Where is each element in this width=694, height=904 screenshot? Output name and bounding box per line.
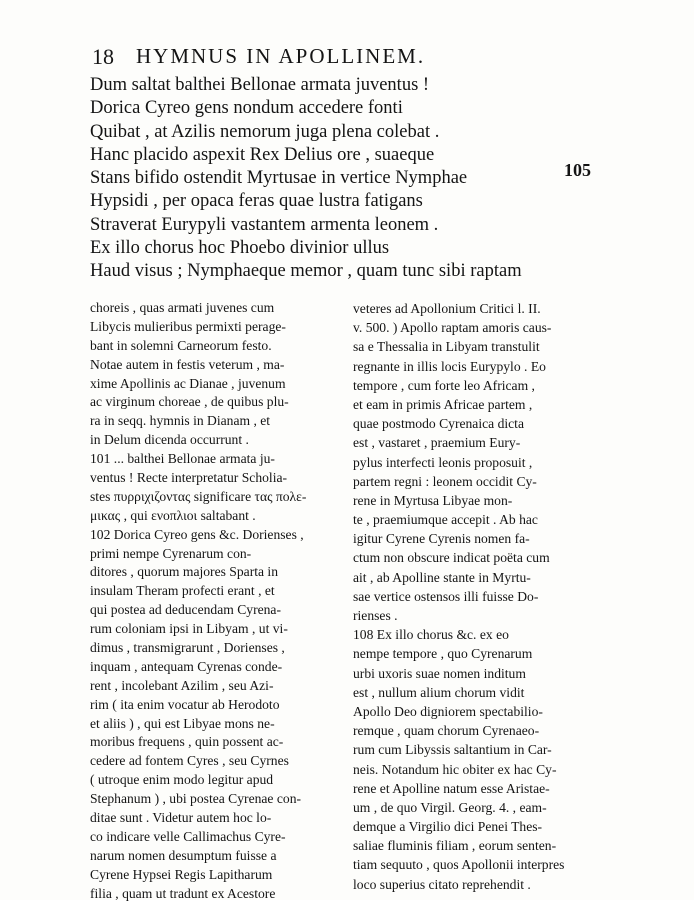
verse-line: Ex illo chorus hoc Phoebo divinior ullus (90, 238, 390, 259)
note-line: bant in solemni Carneorum festo. (90, 337, 272, 353)
note-line: tiam sequuto , quos Apollonii interpres (353, 857, 565, 873)
note-line: nempe tempore , quo Cyrenarum (353, 646, 533, 662)
note-line: Libycis mulieribus permixti perage- (90, 318, 286, 334)
note-line: rum coloniam ipsi in Libyam , ut vi- (90, 621, 288, 637)
note-line: neis. Notandum hic obiter ex hac Cy- (353, 761, 557, 777)
note-line: rim ( ita enim vocatur ab Herodoto (90, 696, 280, 712)
running-title: HYMNUS IN APOLLINEM. (136, 44, 426, 68)
note-line: ac virginum choreae , de quibus plu- (90, 394, 289, 410)
note-line: igitur Cyrene Cyrenis nomen fa- (353, 531, 530, 547)
note-line: saliae fluminis filiam , eorum senten- (353, 838, 557, 854)
verse-line: Dum saltat balthei Bellonae armata juventus ! (90, 75, 430, 95)
note-line: ditores , quorum majores Sparta in (90, 564, 279, 580)
note-line: rent , incolebant Azilim , seu Azi- (90, 677, 274, 693)
verse-line-number: 105 (564, 160, 591, 180)
note-line: tempore , cum forte leo Africam , (353, 377, 535, 393)
page-number: 18 (92, 44, 114, 69)
note-line: rienses . (353, 608, 398, 623)
note-line: ( utroque enim modo legitur apud (90, 772, 274, 788)
note-line: regnante in illis locis Eurypylo . Eo (353, 358, 546, 374)
note-line: demque a Virgilio dici Penei Thes- (353, 819, 543, 835)
note-line: veteres ad Apollonium Critici l. II. (353, 301, 541, 316)
notes-right-column (353, 299, 606, 894)
note-line: 101 ... balthei Bellonae armata ju- (90, 451, 275, 467)
verse-line: Hanc placido aspexit Rex Delius ore , suaeque (90, 144, 435, 165)
notes-left-column (90, 299, 340, 904)
verse-line: Quibat , at Azilis nemorum juga plena colebat . (90, 121, 440, 142)
note-line: μικας , qui ενοπλιοι saltabant . (90, 507, 256, 523)
note-line: quae postmodo Cyrenaica dicta (353, 416, 524, 432)
note-line: moribus frequens , quin possent ac- (90, 734, 284, 750)
note-line: est , nullum alium chorum vidit (353, 684, 525, 700)
verse-line: Straverat Eurypyli vastantem armenta leonem . (90, 214, 439, 235)
note-line: Notae autem in festis veterum , ma- (90, 356, 285, 372)
verse-block (90, 74, 610, 284)
note-line: sae vertice ostensos illi fuisse Do- (353, 588, 539, 604)
note-line: primi nempe Cyrenarum con- (90, 545, 252, 561)
note-line: xime Apollinis ac Dianae , juvenum (90, 375, 286, 391)
note-line: choreis , quas armati juvenes cum (90, 300, 275, 315)
note-line: narum nomen desumptum fuisse a (90, 847, 277, 863)
note-line: ctum non obscure indicat poëta cum (353, 550, 550, 566)
note-line: te , praemiumque accepit . Ab hac (353, 512, 538, 528)
note-line: dimus , transmigrarunt , Dorienses , (90, 640, 285, 656)
note-line: um , de quo Virgil. Georg. 4. , eam- (353, 799, 547, 815)
note-line: ventus ! Recte interpretatur Scholia- (90, 470, 288, 486)
note-line: rene in Myrtusa Libyae mon- (353, 492, 513, 508)
note-line: v. 500. ) Apollo raptam amoris caus- (353, 320, 552, 336)
note-line: cedere ad fontem Cyres , seu Cyrnes (90, 753, 289, 769)
note-line: sa e Thessalia in Libyam transtulit (353, 339, 540, 355)
note-line: in Delum dicenda occurrunt . (90, 432, 249, 448)
note-line: 108 Ex illo chorus &c. ex eo (353, 627, 509, 643)
note-line: stes πυρριχιζοντας significare τας πολε- (90, 488, 307, 504)
note-line: co indicare velle Callimachus Cyre- (90, 828, 286, 844)
note-line: et aliis ) , qui est Libyae mons ne- (90, 715, 275, 731)
note-line: ait , ab Apolline stante in Myrtu- (353, 569, 531, 585)
note-line: Stephanum ) , ubi postea Cyrenae con- (90, 791, 302, 807)
verse-line: Haud visus ; Nymphaeque memor , quam tunc sibi raptam (90, 261, 522, 282)
note-line: ditae sunt . Videtur autem hoc lo- (90, 810, 272, 826)
note-line: pylus interfecti leonis proposuit , (353, 454, 533, 470)
note-line: insulam Theram profecti erant , et (90, 583, 275, 599)
note-line: inquam , antequam Cyrenas conde- (90, 658, 283, 674)
note-line: partem regni : leonem occidit Cy- (353, 473, 537, 489)
verse-line: Hypsidi , per opaca feras quae lustra fatigans (90, 191, 423, 212)
note-line: urbi uxoris suae nomen inditum (353, 665, 526, 681)
note-line: Apollo Deo digniorem spectabilio- (353, 703, 543, 719)
note-line: qui postea ad deducendam Cyrena- (90, 602, 281, 618)
verse-line: Dorica Cyreo gens nondum accedere fonti (90, 98, 403, 119)
note-line: ra in seqq. hymnis in Dianam , et (90, 413, 271, 429)
note-line: rene et Apolline natum esse Aristae- (353, 780, 550, 796)
note-line: Cyrene Hypsei Regis Lapitharum (90, 866, 273, 882)
note-line: est , vastaret , praemium Eury- (353, 435, 521, 451)
note-line: 102 Dorica Cyreo gens &c. Dorienses , (90, 526, 304, 542)
note-line: rum cum Libyssis saltantium in Car- (353, 742, 552, 758)
note-line: filia , quam ut tradunt ex Acestore (90, 885, 276, 901)
note-line: et eam in primis Africae partem , (353, 396, 533, 412)
verse-line: Stans bifido ostendit Myrtusae in vertice Nymphae (90, 168, 468, 189)
note-line: remque , quam chorum Cyrenaeo- (353, 723, 540, 739)
page-header (92, 44, 592, 72)
note-line: loco superius citato reprehendit . (353, 876, 531, 892)
